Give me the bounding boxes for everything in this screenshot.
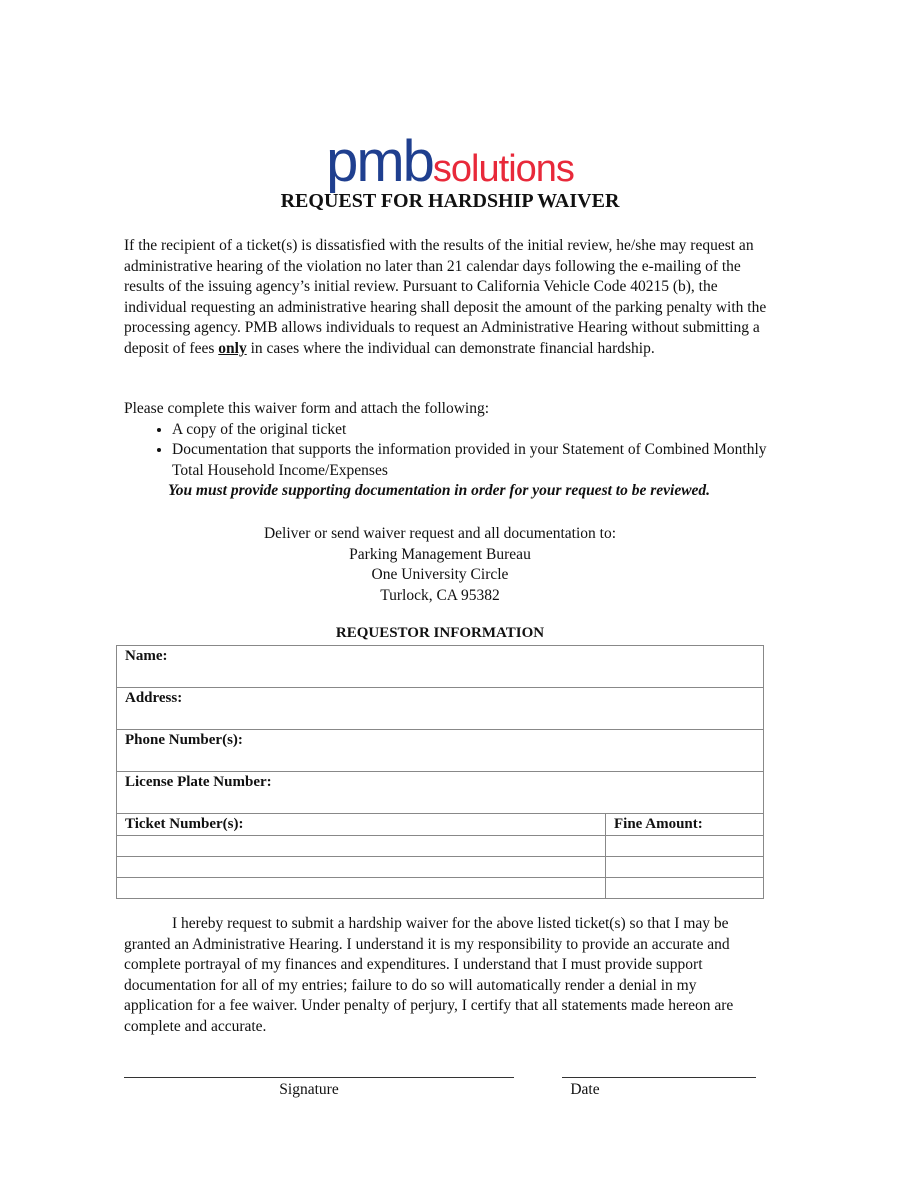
- address-line: Turlock, CA 95382: [380, 586, 500, 604]
- address-field[interactable]: Address:: [117, 688, 764, 730]
- date-line[interactable]: [562, 1077, 756, 1078]
- ticket-number-header: Ticket Number(s):: [117, 814, 606, 836]
- logo-pmb: pmb: [326, 129, 433, 194]
- attachments-list: [124, 420, 774, 482]
- page-title: REQUEST FOR HARDSHIP WAIVER: [280, 190, 620, 212]
- signature-line[interactable]: [124, 1077, 514, 1078]
- fine-amount-header: Fine Amount:: [606, 814, 764, 836]
- list-item: • Documentation that supports the information provided in your Statement of Combined Monthly Total Household Income/Expenses: [172, 440, 774, 481]
- logo-solutions: solutions: [432, 148, 574, 190]
- fine-amount-cell[interactable]: [606, 857, 764, 878]
- intro-emphasis: only: [218, 339, 247, 357]
- pmb-solutions-logo: [0, 128, 900, 195]
- phone-field[interactable]: Phone Number(s):: [117, 730, 764, 772]
- intro-text-end: in cases where the individual can demonstrate financial hardship.: [250, 339, 655, 357]
- name-field[interactable]: Name:: [117, 646, 764, 688]
- ticket-number-cell[interactable]: [117, 836, 606, 857]
- requestor-title: REQUESTOR INFORMATION: [335, 625, 545, 641]
- declaration-paragraph: I hereby request to submit a hardship waiver for the above listed ticket(s) so that I may be granted an Administrative Hearing. I understand it is my responsibility to provide an accurate and complete portrayal of my finances and expenditures. I understand that I must provide support documentation for all of my entries; failure to do so will automatically render a denial in my application for a fee waiver. Under penalty of perjury, I certify that all statements made hereon are complete and accurate.: [124, 915, 734, 1035]
- intro-text: If the recipient of a ticket(s) is dissatisfied with the results of the initial review, he/she may request an administrative hearing of the violation no later than 21 calendar days following the e-mailing of the results of the issuing agency’s initial review. Pursuant to California Vehicle Code 40215 (b), the individual requesting an administrative hearing shall deposit the amount of the parking penalty with the processing agency. PMB allows individuals to request an Administrative Hearing without submitting a deposit of fees: [124, 237, 767, 357]
- signature-label: Signature: [279, 1081, 339, 1098]
- attachments-lead: Please complete this waiver form and attach the following:: [124, 400, 489, 417]
- documentation-note: You must provide supporting documentation in order for your request to be reviewed.: [167, 482, 711, 499]
- delivery-lead: Deliver or send waiver request and all documentation to:: [263, 525, 617, 542]
- address-line: One University Circle: [371, 566, 509, 583]
- address-line: Parking Management Bureau: [349, 545, 531, 563]
- delivery-address: [0, 524, 880, 606]
- ticket-number-cell[interactable]: [117, 857, 606, 878]
- license-plate-field[interactable]: License Plate Number:: [117, 772, 764, 814]
- fine-amount-cell[interactable]: [606, 878, 764, 899]
- requestor-table: [116, 645, 764, 899]
- list-item: • A copy of the original ticket: [172, 420, 774, 441]
- date-label: Date: [570, 1081, 600, 1098]
- intro-paragraph: [124, 236, 774, 359]
- attachments-section: [124, 399, 774, 502]
- ticket-number-cell[interactable]: [117, 878, 606, 899]
- fine-amount-cell[interactable]: [606, 836, 764, 857]
